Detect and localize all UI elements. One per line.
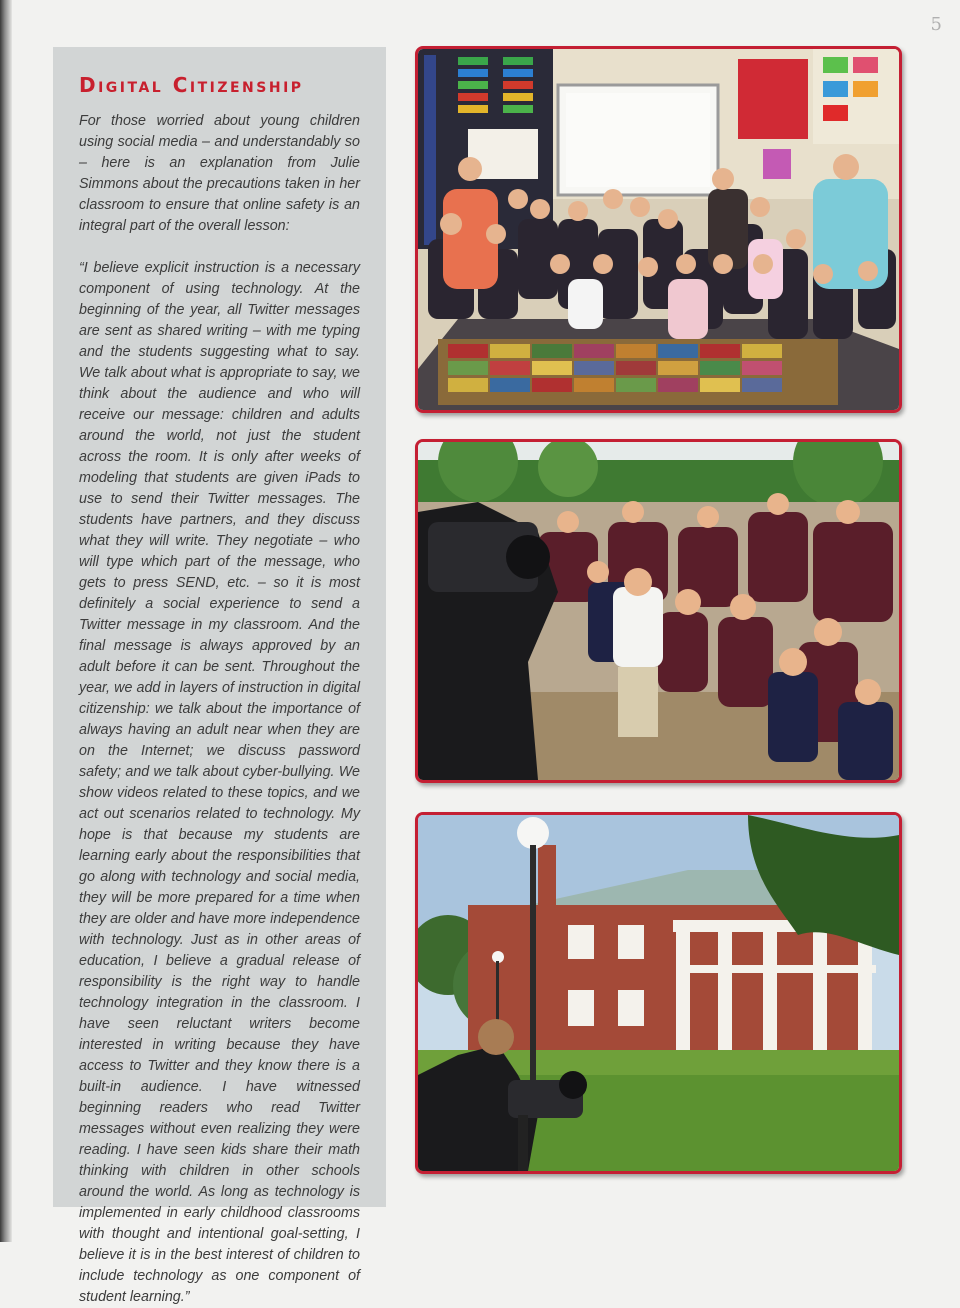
article-sidebar — [53, 47, 386, 1305]
article-heading: Digital Citizenship — [79, 73, 304, 97]
school-building-photo — [415, 812, 902, 1174]
classroom-group-photo — [415, 46, 902, 413]
outdoor-filming-photo — [415, 439, 902, 783]
page-number: 5 — [930, 14, 942, 35]
page-binding-edge — [0, 0, 12, 1242]
outdoor-filming-image — [418, 442, 899, 780]
classroom-group-image — [418, 49, 899, 410]
article-quote: “I believe explicit instruction is a necessary component of using technology. At the beginning of the year, all Twitter messages are sent as shared writing – with me typing and the students suggesting what to say. We talk about what is appropriate to say, we think about the audience and who will receive our message: children and adults around the world, not just the student across the room. It is only after weeks of modeling that students are given iPads to use to send their Twitter messages. The students have partners, and they discuss what they will write. They negotiate – who will type which part of the message, who gets to press SEND, etc. – so it is most definitely a social experience to send a Twitter message in my classroom. And the final message is always approved by an adult before it can be sent. Throughout the year, we add in layers of instruction in digital citizenship: we talk about the importance of always having an adult near when they are on the Internet; we discuss password safety; and we talk about cyber-bullying. We show videos related to these topics, and we act out scenarios related to technology. My hope is that because my students are learning early about the responsibilities that go along with technology and social media, they will be more prepared for a time when they are older and have more independence with technology. Just as in other areas of education, I believe a gradual release of responsibility is the right way to handle technology integration in the classroom. I have seen reluctant writers become interested in writing because they have access to Twitter and they know there is a built-in audience. I have witnessed beginning readers who read Twitter messages without even realizing they were reading. I have seen kids share their math thinking with children in other schools around the world. As long as technology is implemented in early childhood classrooms with thought and intentional goal-setting, I believe it is in the best interest of children to include technology as one component of student learning.” — [79, 260, 360, 1305]
article-intro: For those worried about young children using social media – and understandably so – here is an explanation from Julie Simmons about the precautions taken in her classroom to ensure that online safety is an integral part of the overall lesson: — [79, 113, 360, 234]
school-building-image — [418, 815, 899, 1171]
